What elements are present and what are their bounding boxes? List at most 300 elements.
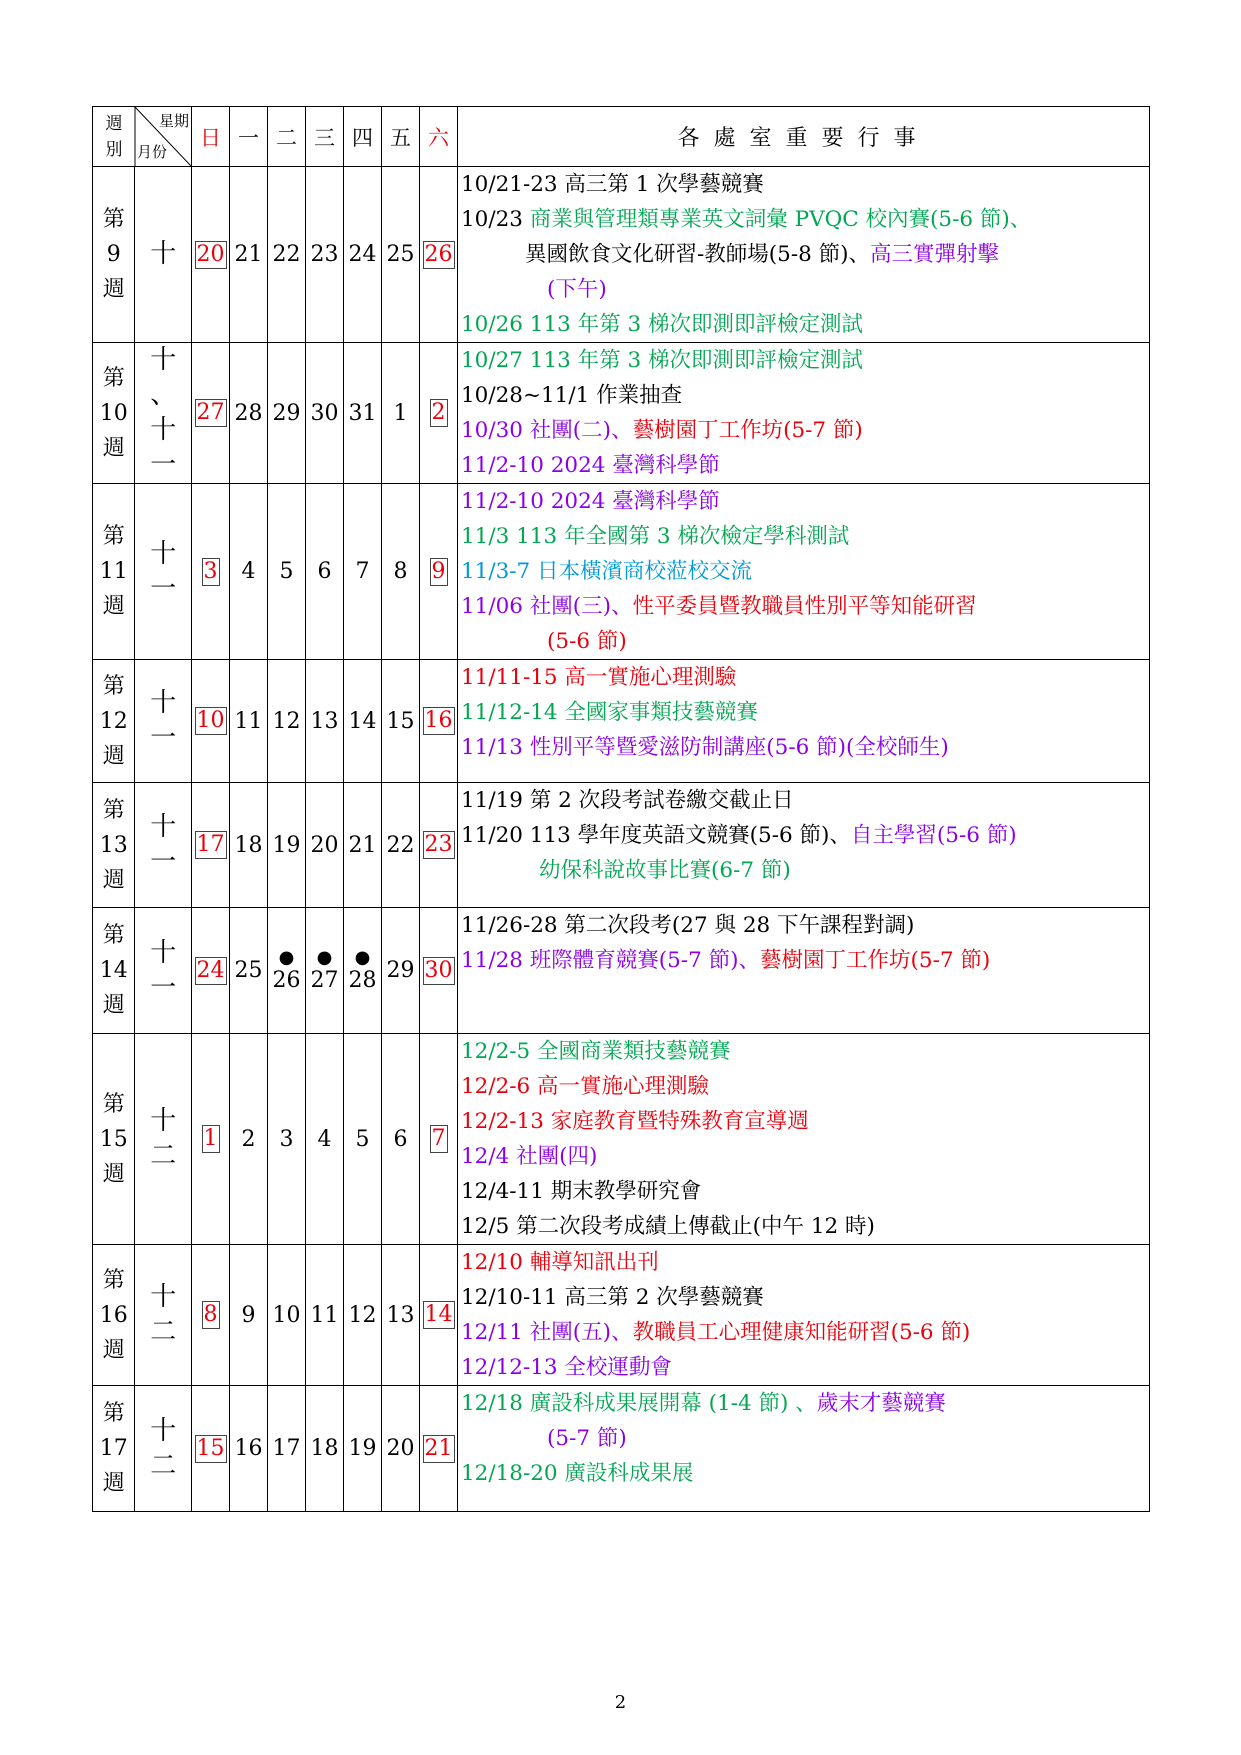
week-label-part: 第 [102, 1401, 125, 1426]
exam-dot-icon: ● [278, 947, 295, 968]
event-line [461, 1456, 1149, 1491]
calendar-body [93, 167, 1150, 1512]
event-text: 12/18 廣設科成果展開幕 (1-4 節) 、 [461, 1391, 817, 1416]
month-label-part: 一 [150, 450, 177, 480]
date: 16 [234, 1436, 263, 1461]
weekend-date: 9 [431, 558, 446, 584]
day-cell [306, 484, 344, 660]
month-label-part: 十 [150, 688, 177, 718]
day-cell [344, 167, 382, 343]
day-cell [268, 343, 306, 484]
day-cell [420, 167, 458, 343]
week-label [93, 1034, 135, 1245]
date: 11 [310, 1302, 339, 1328]
month-label [135, 167, 192, 343]
weekend-date: 2 [431, 400, 446, 425]
week-label [93, 484, 135, 660]
day-cell [382, 167, 420, 343]
day-cell [230, 1034, 268, 1245]
date: 8 [393, 559, 408, 584]
event-text: 12/10 輔導知訊出刊 [461, 1250, 659, 1275]
event-line [461, 413, 1149, 448]
day-cell [230, 484, 268, 660]
week-label-part: 17 [99, 1436, 128, 1461]
day-cell [306, 660, 344, 783]
date: 14 [348, 708, 377, 734]
events-cell [458, 1245, 1150, 1386]
day-cell [306, 1386, 344, 1512]
day-cell [192, 660, 230, 783]
date: 13 [310, 708, 339, 734]
event-line [461, 1104, 1149, 1139]
day-cell [344, 484, 382, 660]
weekend-date: 24 [196, 957, 225, 983]
day-cell [268, 908, 306, 1034]
day-cell [382, 1245, 420, 1386]
week-label-part: 第 [102, 365, 125, 391]
month-label-part: 十 [150, 415, 177, 445]
event-line [461, 202, 1149, 237]
day-cell [420, 484, 458, 660]
event-text: (下午) [547, 277, 607, 302]
week-label [93, 343, 135, 484]
week-label-part: 15 [99, 1126, 128, 1152]
weekend-date: 17 [196, 832, 225, 857]
event-text: 教職員工心理健康知能研習(5-6 節) [632, 1320, 971, 1345]
day-cell [192, 1034, 230, 1245]
event-text: 10/28~11/1 作業抽查 [461, 383, 683, 408]
event-text: 異國飲食文化研習-教師場(5-8 節)、 [525, 242, 870, 267]
events-cell [458, 1386, 1150, 1512]
weekend-date: 26 [424, 241, 453, 267]
weekend-date: 8 [203, 1302, 218, 1327]
week-label-part: 第 [102, 1091, 125, 1117]
day-cell [382, 1386, 420, 1512]
event-line [461, 1386, 1149, 1421]
event-text: 12/2-6 高一實施心理測驗 [461, 1074, 710, 1099]
day-cell [344, 783, 382, 908]
day-cell [268, 1245, 306, 1386]
month-label-part: 二 [150, 1317, 177, 1347]
weekday-wed: 三 [306, 107, 344, 167]
day-cell [306, 1034, 344, 1245]
event-text: 10/21-23 高三第 1 次學藝競賽 [461, 172, 764, 197]
date: 27 [310, 968, 339, 993]
week-label-part: 13 [99, 832, 128, 858]
day-cell [268, 660, 306, 783]
week-label-part: 週 [102, 1337, 125, 1363]
day-cell [306, 343, 344, 484]
page-number: 2 [614, 1692, 627, 1713]
weekday-fri: 五 [382, 107, 420, 167]
week-label-part: 週 [102, 277, 125, 302]
event-line [461, 1139, 1149, 1174]
date: 26 [272, 968, 301, 993]
date: 5 [279, 559, 294, 584]
weekend-date: 16 [424, 708, 453, 733]
day-cell [382, 908, 420, 1034]
event-text: 12/4-11 期末教學研究會 [461, 1179, 702, 1204]
event-text: 12/11 社團(五)、 [461, 1320, 633, 1345]
week-label-part: 第 [102, 673, 125, 699]
month-label-part: 十 [150, 345, 177, 375]
event-text: 11/12-14 全國家事類技藝競賽 [461, 700, 758, 725]
day-cell [420, 660, 458, 783]
day-cell [420, 908, 458, 1034]
weekend-date: 10 [196, 708, 225, 733]
month-label-part: 、 [150, 380, 177, 410]
event-text: 12/12-13 全校運動會 [461, 1355, 672, 1380]
event-line [461, 589, 1149, 624]
date: 18 [234, 832, 263, 858]
event-text: 11/19 第 2 次段考試卷繳交截止日 [461, 788, 794, 813]
date: 21 [234, 242, 263, 267]
event-line [461, 343, 1149, 378]
weekend-date: 27 [196, 400, 225, 425]
week-label [93, 908, 135, 1034]
day-cell [192, 167, 230, 343]
day-cell [268, 1034, 306, 1245]
events-cell [458, 660, 1150, 783]
month-label-part: 一 [150, 723, 177, 753]
event-line [461, 908, 1149, 943]
date: 24 [348, 242, 377, 267]
week-label [93, 783, 135, 908]
week-label-part: 第 [102, 923, 125, 948]
date: 29 [386, 958, 415, 983]
day-cell [230, 167, 268, 343]
day-cell [344, 343, 382, 484]
date: 4 [317, 1126, 332, 1152]
week-label-part: 週 [102, 743, 125, 769]
events-cell [458, 783, 1150, 908]
weekday-thu: 四 [344, 107, 382, 167]
week-label-part: 14 [99, 958, 128, 983]
day-cell [382, 1034, 420, 1245]
weekday-header-label: 星期 [158, 112, 189, 130]
day-cell [230, 660, 268, 783]
date: 28 [348, 968, 377, 993]
month-header-label: 月份 [137, 143, 168, 161]
weekend-date: 7 [431, 1126, 446, 1151]
event-text: (5-7 節) [547, 1426, 627, 1451]
week-row [93, 908, 1150, 1034]
weekend-date: 15 [196, 1435, 225, 1461]
date: 15 [386, 708, 415, 734]
day-cell [382, 484, 420, 660]
event-text: 11/13 性別平等暨愛滋防制講座(5-6 節)(全校師生) [461, 735, 949, 760]
day-cell [230, 343, 268, 484]
day-cell [192, 484, 230, 660]
event-text: 10/23 [461, 207, 530, 232]
date: 6 [317, 559, 332, 584]
date: 19 [348, 1436, 377, 1461]
date: 5 [355, 1126, 370, 1152]
date: 20 [310, 832, 339, 858]
calendar-table [92, 106, 1150, 1512]
event-text: 11/2-10 2024 臺灣科學節 [461, 489, 720, 514]
day-cell [192, 908, 230, 1034]
event-text: 11/26-28 第二次段考(27 與 28 下午課程對調) [461, 913, 915, 938]
day-cell [230, 1245, 268, 1386]
week-label-part: 16 [99, 1302, 128, 1328]
week-row [93, 783, 1150, 908]
event-line [461, 237, 1149, 272]
event-text: 12/4 社團(四) [461, 1144, 598, 1169]
week-label-part: 第 [102, 524, 125, 549]
month-label-part: 十 [150, 1415, 177, 1446]
event-line [461, 378, 1149, 413]
month-label [135, 1386, 192, 1512]
events-title: 各處室重要行事 [677, 126, 930, 151]
weekend-date: 21 [424, 1435, 453, 1461]
week-label-part: 週 [102, 435, 125, 461]
event-text: 10/27 113 年第 3 梯次即測即評檢定測試 [461, 348, 864, 373]
event-line [461, 1174, 1149, 1209]
week-row [93, 660, 1150, 783]
month-label [135, 660, 192, 783]
events-header [458, 107, 1150, 167]
week-label-part: 第 [102, 1267, 125, 1293]
day-cell [268, 1386, 306, 1512]
day-cell [192, 783, 230, 908]
date: 31 [348, 400, 377, 426]
date: 28 [234, 400, 263, 426]
date: 29 [272, 400, 301, 426]
event-text: 11/3-7 日本橫濱商校蒞校交流 [461, 559, 753, 584]
event-text: 藝樹園丁工作坊(5-7 節) [632, 418, 863, 443]
month-label-part: 十 [150, 937, 177, 968]
day-cell [192, 343, 230, 484]
event-line [461, 1280, 1149, 1315]
month-label [135, 343, 192, 484]
date: 25 [386, 242, 415, 267]
date: 23 [310, 242, 339, 267]
event-line [461, 943, 1149, 978]
event-line [461, 167, 1149, 202]
event-text: 性平委員暨教職員性別平等知能研習 [632, 594, 977, 619]
month-label [135, 1245, 192, 1386]
date: 4 [241, 559, 256, 584]
events-cell [458, 343, 1150, 484]
date: 22 [272, 242, 301, 267]
week-row [93, 343, 1150, 484]
weekend-date: 14 [424, 1302, 453, 1327]
header-row [93, 107, 1150, 167]
event-line [461, 484, 1149, 519]
date: 21 [348, 832, 377, 858]
weekend-date: 23 [424, 832, 453, 857]
weekday-sun: 日 [192, 107, 230, 167]
event-line [461, 307, 1149, 342]
event-line [461, 1034, 1149, 1069]
event-line [461, 783, 1149, 818]
exam-dot-icon: ● [316, 947, 333, 968]
week-label [93, 167, 135, 343]
day-cell [344, 1245, 382, 1386]
week-label-part: 11 [99, 559, 128, 584]
event-line [461, 730, 1149, 765]
date: 11 [234, 708, 263, 734]
week-header-top: 週 [105, 113, 123, 134]
event-line [461, 660, 1149, 695]
date: 3 [279, 1126, 294, 1152]
day-cell [382, 660, 420, 783]
event-line [461, 448, 1149, 483]
event-text: 12/2-5 全國商業類技藝競賽 [461, 1039, 731, 1064]
day-cell [306, 1245, 344, 1386]
events-cell [458, 1034, 1150, 1245]
day-cell [230, 908, 268, 1034]
day-cell [420, 1386, 458, 1512]
week-label-part: 週 [102, 1161, 125, 1187]
exam-dot-icon: ● [354, 947, 371, 968]
weekday-sat: 六 [420, 107, 458, 167]
day-cell [192, 1386, 230, 1512]
date: 7 [355, 559, 370, 584]
event-line [461, 818, 1149, 853]
month-label-part: 十 [150, 1282, 177, 1312]
day-cell [230, 783, 268, 908]
corner-header [93, 107, 192, 167]
weekday-tue: 二 [268, 107, 306, 167]
day-cell [420, 1034, 458, 1245]
date: 25 [234, 958, 263, 983]
week-label-part: 第 [102, 207, 125, 232]
date: 19 [272, 832, 301, 858]
date: 1 [393, 400, 408, 426]
week-label-part: 10 [99, 400, 128, 426]
week-label-part: 12 [99, 708, 128, 734]
event-line [461, 853, 1149, 888]
day-cell [344, 908, 382, 1034]
month-label [135, 1034, 192, 1245]
week-label-part: 9 [106, 242, 121, 267]
event-text: 11/28 班際體育競賽(5-7 節)、 [461, 948, 761, 973]
event-line [461, 695, 1149, 730]
month-label-part: 一 [150, 972, 177, 1003]
week-label [93, 1245, 135, 1386]
event-text: 歲末才藝競賽 [816, 1391, 946, 1416]
event-text: 12/10-11 高三第 2 次學藝競賽 [461, 1285, 764, 1310]
event-text: 11/2-10 2024 臺灣科學節 [461, 453, 720, 478]
event-line [461, 1315, 1149, 1350]
event-text: 商業與管理類專業英文詞彙 PVQC 校內賽(5-6 節)、 [529, 207, 1032, 232]
day-cell [268, 167, 306, 343]
event-text: 11/3 113 年全國第 3 梯次檢定學科測試 [461, 524, 850, 549]
week-label-part: 週 [102, 993, 125, 1018]
week-header-bottom: 別 [105, 139, 123, 160]
date: 17 [272, 1436, 301, 1461]
week-label-part: 週 [102, 867, 125, 893]
day-cell [192, 1245, 230, 1386]
events-cell [458, 908, 1150, 1034]
day-cell [230, 1386, 268, 1512]
event-text: (5-6 節) [547, 629, 627, 654]
day-cell [306, 908, 344, 1034]
weekday-mon: 一 [230, 107, 268, 167]
month-label [135, 783, 192, 908]
week-row [93, 484, 1150, 660]
month-label-part: 十 [150, 538, 177, 569]
week-label-part: 週 [102, 594, 125, 619]
events-cell [458, 167, 1150, 343]
date: 30 [310, 400, 339, 426]
day-cell [382, 783, 420, 908]
week-label-part: 第 [102, 797, 125, 823]
day-cell [306, 783, 344, 908]
weekend-date: 1 [203, 1126, 218, 1151]
month-label-part: 十 [150, 239, 177, 269]
day-cell [420, 1245, 458, 1386]
week-row [93, 1245, 1150, 1386]
event-line [461, 519, 1149, 554]
event-text: 幼保科說故事比賽(6-7 節) [539, 858, 791, 883]
month-label-part: 一 [150, 573, 177, 604]
weekend-date: 20 [196, 241, 225, 267]
event-text: 10/26 113 年第 3 梯次即測即評檢定測試 [461, 312, 864, 337]
event-text: 10/30 社團(二)、 [461, 418, 633, 443]
event-line [461, 272, 1149, 307]
date: 9 [241, 1302, 256, 1328]
week-row [93, 1034, 1150, 1245]
day-cell [382, 343, 420, 484]
day-cell [344, 1034, 382, 1245]
day-cell [420, 783, 458, 908]
event-text: 11/06 社團(三)、 [461, 594, 633, 619]
date: 13 [386, 1302, 415, 1328]
event-text: 高三實彈射擊 [870, 242, 1000, 267]
date: 20 [386, 1436, 415, 1461]
event-text: 11/11-15 高一實施心理測驗 [461, 665, 737, 690]
week-label [93, 660, 135, 783]
weekend-date: 30 [424, 957, 453, 983]
event-line [461, 1245, 1149, 1280]
event-text: 12/18-20 廣設科成果展 [461, 1461, 694, 1486]
month-label-part: 十 [150, 1106, 177, 1136]
events-cell [458, 484, 1150, 660]
day-cell [344, 1386, 382, 1512]
date: 12 [272, 708, 301, 734]
date: 10 [272, 1302, 301, 1328]
event-text: 藝樹園丁工作坊(5-7 節) [760, 948, 991, 973]
day-cell [268, 484, 306, 660]
weekend-date: 3 [203, 558, 218, 584]
month-label-part: 二 [150, 1141, 177, 1171]
month-label-part: 二 [150, 1450, 177, 1481]
date: 6 [393, 1126, 408, 1152]
month-label-part: 一 [150, 847, 177, 877]
week-column-header [93, 107, 135, 166]
month-label [135, 484, 192, 660]
event-line [461, 1350, 1149, 1385]
day-cell [420, 343, 458, 484]
week-row [93, 167, 1150, 343]
event-text: 11/20 113 學年度英語文競賽(5-6 節)、 [461, 823, 851, 848]
event-text: 12/2-13 家庭教育暨特殊教育宣導週 [461, 1109, 809, 1134]
day-cell [268, 783, 306, 908]
day-cell [306, 167, 344, 343]
month-label-part: 十 [150, 812, 177, 842]
date: 18 [310, 1436, 339, 1461]
event-text: 12/5 第二次段考成績上傳截止(中午 12 時) [461, 1214, 875, 1239]
event-line [461, 1421, 1149, 1456]
day-cell [344, 660, 382, 783]
event-line [461, 554, 1149, 589]
month-label [135, 908, 192, 1034]
week-row [93, 1386, 1150, 1512]
date: 22 [386, 832, 415, 858]
